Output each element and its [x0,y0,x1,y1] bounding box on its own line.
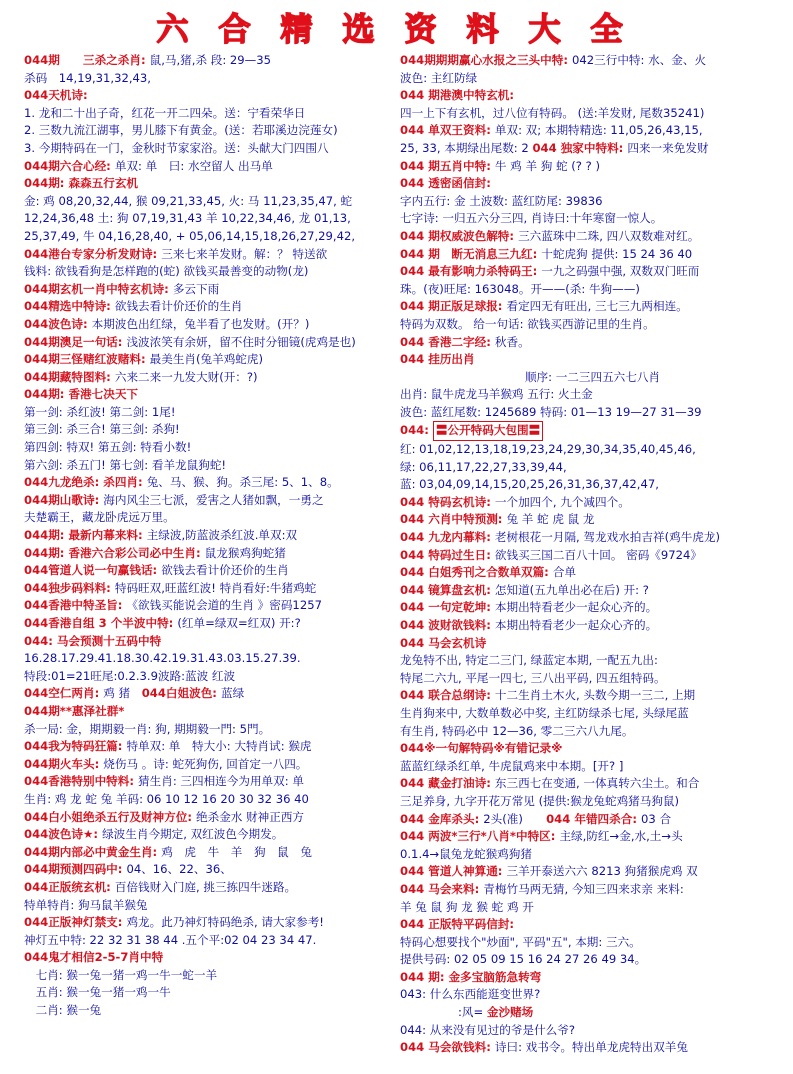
body-text: 多云下雨 [172,281,220,296]
text-line [24,509,409,527]
text-line [400,421,785,441]
body-text: 猜生肖: 三四相连今为用单双: 单 [138,774,304,789]
text-line [24,844,409,862]
text-line [24,421,409,439]
text-line [24,228,409,246]
text-line [24,193,409,211]
text-line [24,861,409,879]
section-heading: 044白姐波色: [141,686,221,701]
section-heading: 044空仁两肖: [24,686,104,701]
text-line [400,582,785,600]
text-line [24,281,409,299]
body-text: 二肖: 猴一兔 [24,1003,102,1018]
body-text: 16.28.17.29.41.18.30.42.19.31.43.03.15.27.39. [24,651,301,666]
section-heading: 044天机诗: [24,88,88,103]
body-text: 波色: 主红防绿 [400,70,478,85]
section-heading: 044波色诗★: [24,827,103,842]
body-text: 特单特肖: 狗马鼠羊猴兔 [24,897,148,912]
section-heading: 044 期港澳中特玄机: [400,88,515,103]
section-heading: 044期期期赢心水报之三头中特: [400,53,572,67]
text-line [400,210,785,228]
body-text: 四一上下有玄机，过八位有特码。 (送:羊发财, 尾数35241) [400,105,705,120]
section-heading: 044期: 森森五行玄机 [24,176,139,191]
body-text: 生肖狗来中, 大数单数必中奖, 主红防绿杀七尾, 头绿尾蓝 [400,705,689,720]
body-text: 牛 鸡 羊 狗 蛇 (? ? ) [494,158,601,173]
text-line [400,263,785,281]
text-line [24,351,409,369]
body-text: :风= [400,1005,487,1020]
section-heading: 044 联合总纲诗: [400,688,495,703]
text-line [400,828,785,846]
text-line [400,793,785,811]
section-heading: 044期三怪赌红波赌料: [24,352,150,367]
text-line [24,914,409,932]
body-text: 杀一局: 金，期期毅一肖: 狗, 期期毅一門: 5門。 [24,721,271,736]
body-text: 0.1.4→鼠兔龙蛇猴鸡狗猪 [400,846,532,861]
body-text: 夫楚霸王，藏龙卧虎远万里。 [24,510,175,525]
text-line [24,369,409,387]
text-line [24,474,409,492]
text-line [24,879,409,897]
body-text: 七字诗: 一归五六分三四, 肖诗曰:十年寒窗一惊人。 [400,211,663,226]
section-heading: 044正版统玄机: [24,879,115,894]
text-line [400,351,785,369]
body-text: 秋香。 [494,334,530,349]
section-heading: 044正版神灯禁支: [24,915,127,930]
section-heading: 044九龙绝杀: 杀四肖: [24,475,147,490]
section-heading: 044 一句定乾坤: [400,600,495,615]
text-line [400,529,785,547]
text-line [400,87,785,105]
section-heading: 044 波财欲钱料: [400,618,495,632]
body-text: 绝杀金水 财神正西方 [196,809,305,824]
body-text: 本期波色出红绿，兔半看了也发财。(开？) [91,316,310,331]
title-char: 大 [528,10,575,48]
text-line [24,633,409,651]
body-text: 老树根花一月隔, 驾龙戏水拍吉祥(鸡牛虎龙) [494,530,720,545]
text-line [24,404,409,422]
body-text: 主绿波,防蓝波杀红波.单双:双 [146,528,298,543]
text-line [400,228,785,246]
right-column [400,52,785,1068]
title-char: 资 [404,10,451,48]
text-line [24,703,409,721]
section-heading: 044 特码玄机诗: [400,494,495,509]
text-line [400,334,785,352]
body-text: 044: 从来没有见过的爷是什么爷? [400,1022,575,1037]
section-heading: 044期内部必中黄金生肖: [24,844,162,859]
text-line [400,281,785,299]
section-heading: 044期火车头: [24,756,104,771]
body-text: 03 合 [641,811,672,826]
body-text: 蓝: 03,04,09,14,15,20,25,26,31,36,37,42,47, [400,477,659,492]
text-line [24,650,409,668]
body-text: 一九之码强中强, 双数双门旺而 [541,264,700,279]
text-line [24,897,409,915]
body-text: 海内风尘三七派，爱害之人猪如飘，一勇之 [103,492,324,507]
body-text: 三羊开泰送六六 8213 狗猪猴虎鸡 双 [506,864,698,879]
body-text: 043: 什么东西能逛变世界? [400,987,541,1002]
text-line [400,404,785,422]
body-text: 25,37,49, 牛 04,16,28,40, + 05,06,14,15,18,26,27,29,42, [24,228,356,243]
section-heading: 044期: 香港六合彩公司必中生肖: [24,545,205,560]
body-text: 三来七来羊发财。解：？ 特送欲 [161,246,328,261]
section-heading: 044 期权威波色解特: [400,228,519,243]
text-line [24,492,409,510]
text-line [24,52,409,70]
text-line [400,846,785,864]
body-text: 合单 [552,565,577,580]
text-line [400,193,785,211]
text-line [24,140,409,158]
body-text: 烧伤马 。诗: 蛇死狗伤, 回首定一八四。 [103,756,308,771]
body-text: 看定四无有旺出, 三七三九两相连。 [506,299,688,314]
text-line [400,476,785,494]
text-line [400,934,785,952]
section-heading: 044期: 最新内幕来料: [24,528,147,543]
text-line [400,969,785,987]
body-text: 红: 01,02,12,13,18,19,23,24,29,30,34,35,40,45,46, [400,442,696,457]
text-line [24,298,409,316]
text-line [400,52,785,70]
text-line [24,597,409,615]
text-line [400,441,785,459]
body-text: 单双: 单 曰: 水空留人 出马单 [114,158,273,173]
text-line [24,756,409,774]
title-char: 六 [156,10,203,48]
text-line [24,1002,409,1020]
text-line [400,70,785,88]
section-heading: 044 年错四杀合: [546,811,641,826]
body-text: 第六剑: 杀五门! 第七剑: 看羊龙鼠狗蛇! [24,457,227,472]
section-heading: 044精选中特诗: [24,299,115,314]
text-line [24,580,409,598]
section-heading: 044※一句解特码※有错记录※ [400,741,563,756]
section-heading: 044 期: 金多宝脑筋急转弯 [400,969,542,984]
body-text: 特码旺双,旺蓝红波! 特肖看好:牛猪鸡蛇 [114,580,317,595]
title-char: 料 [466,10,513,48]
body-text: 第四剑: 特双! 第五剑: 特看小数! [24,440,192,455]
text-line [400,740,785,758]
text-line [400,687,785,705]
text-line [400,758,785,776]
body-text: 神灯五中特: 22 32 31 38 44 .五个平:02 04 23 34 47. [24,932,317,947]
text-line [24,386,409,404]
text-line [400,386,785,404]
section-heading: 044 特码过生日: [400,547,495,562]
body-text: 特单双: 单 特大小: 大特肖试: 猴虎 [126,739,312,754]
body-text: 欲钱去看计价还价的生肖 [161,563,289,578]
page-title [0,4,793,46]
body-text: 《欲钱买能说会道的生肖 》密码1257 [126,598,322,613]
body-text: 珠。(夜)旺尾: 163048。开——(杀: 牛狗——) [400,281,640,296]
section-heading: 044 单双王资料: [400,123,495,138]
body-text: 1. 龙和二十出子奇，红花一开二四朵。送：宁看荣华日 [24,105,306,120]
section-heading: 044期澳足一句话: [24,334,127,349]
text-line [24,562,409,580]
text-line [400,140,785,158]
text-line [400,459,785,477]
section-heading: 044 马会来料: [400,881,484,896]
body-text: 鸡 虎 牛 羊 狗 鼠 兔 [161,844,312,859]
body-text: 最美生肖(兔羊鸡蛇虎) [149,352,264,367]
body-text: 怎知道(五九单出必在后) 开: ? [494,582,649,597]
body-text: 本期出特看老少一起众心齐的。 [494,600,658,615]
text-line [400,246,785,264]
section-heading: 044期山歌诗: [24,492,104,507]
text-line [400,617,785,635]
body-text: 单双: 双; 本期特精选: 11,05,26,43,15, [494,123,703,138]
text-line [400,122,785,140]
section-heading: 044期藏特图料: [24,369,115,384]
section-heading: 044 管道人神算通: [400,864,507,879]
text-line [400,881,785,899]
body-text: 字内五行: 金 土波数: 蓝红防尾: 39836 [400,193,603,208]
body-text: 12,24,36,48 土: 狗 07,19,31,43 羊 10,22,34,46, 龙 01,13, [24,211,351,226]
section-heading: 044管道人说一句赢钱话: [24,563,162,578]
body-text: 生肖: 鸡 龙 蛇 兔 羊码: 06 10 12 16 20 30 32 36 40 [24,791,309,806]
section-heading: 044 最有影响力杀特码王: [400,264,542,279]
body-text: 本期出特看老少一起众心齐的。 [494,618,658,632]
body-text: 青梅竹马两无猜, 今知三四来求亲 来料: [483,881,684,896]
title-char: 选 [342,10,389,48]
section-heading: 044 两波*三行*八肖*中特区: [400,829,560,844]
body-text: 三足养身, 九字开花万常见 (提供:猴龙兔蛇鸡猪马狗鼠) [400,793,680,808]
text-line [400,775,785,793]
body-text: 金: 鸡 08,20,32,44, 猴 09,21,33,45, 火: 马 11,23,35,47, 蛇 [24,193,353,208]
section-heading: 044 九龙内幕料: [400,530,495,545]
body-text: 四来一来免发财 [627,140,709,155]
section-heading: 044 透密函信封: [400,176,491,191]
text-line [24,967,409,985]
text-line [24,791,409,809]
body-text: 百倍钱财入门庭, 挑三拣四牛迷路。 [114,879,297,894]
text-line [400,316,785,334]
text-line [400,547,785,565]
body-text: 东三西七在变通, 一体真转六尘土。和合 [494,776,700,791]
text-line [400,105,785,123]
text-line [400,1022,785,1040]
text-line [400,863,785,881]
section-heading: 044 金库杀头: [400,811,484,826]
body-text: 3. 今期特码在一门，金秋时节家家浴。送：头献大门四围八 [24,140,329,155]
text-line [24,932,409,950]
body-text: 波色: 蓝红尾数: 1245689 特码: 01—13 19—27 31—39 [400,404,702,419]
text-line [400,899,785,917]
body-text: 浅波浓笑有余妍，留不住时分钿镜(虎鸡是也) [126,334,356,349]
section-heading: 044 正版特平码信封: [400,917,515,932]
body-text: 特码心想要找个"炒面", 平码"五", 本期: 三六。 [400,934,641,949]
text-line [400,599,785,617]
body-text: 蓝绿 [220,686,245,701]
section-heading: 044期 三杀之杀肖: [24,53,150,67]
body-text: (红单=绿双=红双) 开:? [177,616,301,630]
body-text: 第三剑: 杀三合! 第三剑: 杀狗! [24,422,180,437]
section-heading: 044期**惠泽社群* [24,703,125,718]
body-text: 特尾二六九, 平尾一四七, 三八出平码, 四五组特码。 [400,670,666,685]
body-text: 04、16、22、36、 [126,862,232,877]
body-text: 三六蓝珠中二珠, 四八双数难对红。 [518,228,700,243]
body-text: 鼠龙猴鸡狗蛇猪 [204,545,286,560]
section-heading: 044 镜算盘玄机: [400,582,495,597]
text-line [400,986,785,1004]
body-text: 羊 兔 鼠 狗 龙 猴 蛇 鸡 开 [400,899,534,914]
title-char: 精 [280,10,327,48]
body-text: 欲钱去看计价还价的生肖 [114,299,243,314]
section-heading: 044 挂历出肖 [400,352,475,367]
section-heading: 044 马会玄机诗 [400,635,487,650]
text-line [400,298,785,316]
body-text: 欲钱买三国二百八十回。 密码《9724》 [494,547,702,562]
body-text: 25, 33, 本期绿出尾数: 2 [400,140,533,155]
section-heading: 044波色诗: [24,316,92,331]
text-line [400,916,785,934]
section-heading: 044 香港二字经: [400,334,495,349]
section-heading: 044我为特码狂篇: [24,739,127,754]
text-line [24,949,409,967]
text-line [24,87,409,105]
text-line [24,70,409,88]
text-line [24,457,409,475]
body-text: 顺序: 一二三四五六七八肖 [524,369,661,384]
body-text: 042三行中特: 水、金、火 [572,53,707,67]
body-text: 兔、马、猴、狗。杀三尾: 5、1、8。 [146,475,339,490]
text-line [24,246,409,264]
section-heading: 044 藏金打油诗: [400,776,495,791]
section-heading: 044期预测四码中: [24,862,127,877]
body-text: 十二生肖土木火, 头数今期一三二, 上期 [494,688,696,703]
section-heading: 044 期五肖中特: [400,158,495,173]
body-text: 兔 羊 蛇 虎 鼠 龙 [506,512,595,527]
body-text: 龙兔特不出, 特定二三门, 绿蓝定本期, 一配五九出: [400,653,658,668]
text-line [24,175,409,193]
text-line [24,668,409,686]
section-heading: 044鬼才相信2-5-7肖中特 [24,950,164,965]
body-text: 第一剑: 杀红波! 第二剑: 1尾! [24,404,176,419]
section-heading: 044期玄机一肖中特玄机诗: [24,281,173,296]
text-line [24,545,409,563]
section-heading: 044 期正版足球报: [400,299,507,314]
text-line [400,511,785,529]
text-line [24,826,409,844]
section-heading: 044白小姐绝杀五行及财神方位: [24,809,196,824]
text-line [400,1004,785,1022]
text-line [400,369,785,387]
text-line [24,984,409,1002]
text-line [24,615,409,633]
body-text: 2. 三数九流江湖事，男儿膝下有黄金。(送：若耶溪边浣莲女) [24,123,338,138]
text-line [24,738,409,756]
text-line [24,158,409,176]
section-heading: 〓公开特码大包围〓 [433,421,543,441]
text-line [400,670,785,688]
body-text: 2头(准) [483,811,547,826]
text-line [24,105,409,123]
body-text: 诗曰: 戏书令。特出单龙虎特出双羊兔 [494,1040,688,1055]
text-line [24,263,409,281]
body-text: 提供号码: 02 05 09 15 16 24 27 26 49 34。 [400,952,647,967]
body-text: 五肖: 猴一兔一猪一鸡一牛 [24,985,171,1000]
section-heading: 044 马会欲钱料: [400,1040,495,1055]
section-heading: 044香港中特圣旨: [24,598,127,613]
text-line [400,705,785,723]
section-heading: 044 六肖中特预测: [400,512,507,527]
section-heading: 044香港自组 3 个半波中特: [24,616,178,630]
body-text: 七肖: 猴一兔一猪一鸡一牛一蛇一羊 [24,967,218,982]
section-heading: 044期六合心经: [24,158,115,173]
text-line [400,175,785,193]
body-text: 十蛇虎狗 提供: 15 24 36 40 [541,246,693,261]
section-heading: 044期: 香港七决天下 [24,387,139,402]
text-line [24,809,409,827]
body-text: 蓝蓝红绿杀红单, 牛虎鼠鸡来中本期。[开? ] [400,758,624,773]
text-line [400,564,785,582]
text-line [400,158,785,176]
body-text: 主绿,防红→金,水,土→头 [559,829,683,844]
body-text: 绿: 06,11,17,22,27,33,39,44, [400,459,567,474]
text-line [24,685,409,703]
section-heading: 044 期 断无消息三九红: [400,246,542,261]
text-line [400,635,785,653]
text-line [400,1039,785,1057]
text-line [24,210,409,228]
body-text: 特段:01=21旺尾:0.2.3.9波路:蓝波 红波 [24,668,236,683]
text-line [24,721,409,739]
text-line [24,439,409,457]
body-text: 鸡龙。此乃神灯特码绝杀, 请大家参考! [126,915,324,930]
body-text: 六来二来一九发大财(开：?) [114,369,258,384]
body-text: 鸡 猪 [103,686,142,701]
text-line [24,773,409,791]
section-heading: 044: [400,423,433,438]
section-heading: 044: 马会预测十五码中特 [24,633,162,648]
section-heading: 044 独家中特料: [532,140,628,155]
body-text: 出肖: 鼠牛虎龙马羊猴鸡 五行: 火土金 [400,387,593,402]
section-heading: 044 白姐秀刊之合数单双篇: [400,565,553,580]
text-line [400,723,785,741]
text-line [400,652,785,670]
body-text: 钱料: 欲钱看狗是怎样跑的(蛇) 欲钱买最善变的动物(龙) [24,264,309,279]
text-line [24,334,409,352]
body-text: 有生肖, 特码必中 12—36, 零二三六八九尾。 [400,723,634,738]
section-heading: 044香港特别中特料: [24,774,139,789]
body-text: 绿波生肖今期定, 双红波色今期发。 [102,827,284,842]
body-text: 特码为双数。 给一句话: 欲钱买西游记里的生肖。 [400,316,655,331]
text-line [24,527,409,545]
text-line [400,811,785,829]
section-heading: 044港台专家分析发财诗: [24,246,162,261]
body-text: 杀码 14,19,31,32,43, [24,70,151,85]
body-text: 一个加四个, 九个减四个。 [494,494,630,509]
section-heading: 金沙赌场 [486,1005,534,1020]
text-line [24,122,409,140]
text-line [24,316,409,334]
body-text: 鼠,马,猪,杀 段: 29—35 [149,53,272,67]
text-line [400,494,785,512]
section-heading: 044独步码料料: [24,580,115,595]
title-char: 合 [218,10,265,48]
left-column [24,52,409,1068]
title-char: 全 [590,10,637,48]
text-line [400,951,785,969]
